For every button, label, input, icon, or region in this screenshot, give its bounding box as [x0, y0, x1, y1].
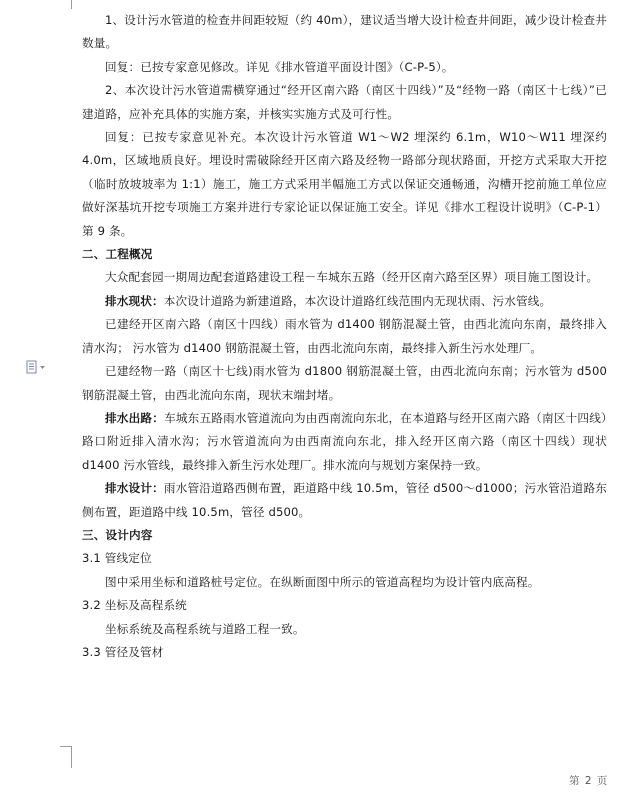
paragraph-text: 雨水管沿道路西侧布置，距道路中线 10.5m，管径 d500～d1000；污水管沿道路东侧布置，距道路中线 10.5m，管径 d500。	[82, 481, 607, 519]
body-paragraph	[82, 571, 607, 594]
paragraph-text: 三、设计内容	[82, 527, 153, 542]
paragraph-text: 坐标系统及高程系统与道路工程一致。	[105, 621, 305, 636]
paragraph-text: 已建经开区南六路（南区十四线）雨水管为 d1400 钢筋混凝土管，由西北流向东南，最终排入清水沟； 污水管为 d1400 钢筋混凝土管，由西北流向东南，最终排入新生污水处理厂。	[82, 317, 607, 355]
paragraph-text: 回复：已按专家意见修改。详见《排水管道平面设计图》（C-P-5）。	[105, 59, 454, 74]
subsection-heading	[82, 594, 607, 617]
body-paragraph	[82, 407, 607, 477]
body-paragraph	[82, 9, 607, 56]
paragraph-text: 本次设计道路为新建道路，本次设计道路红线范围内无现状雨、污水管线。	[163, 293, 552, 308]
subsection-heading	[82, 547, 607, 570]
paragraph-text: 二、工程概况	[82, 247, 153, 262]
body-paragraph	[82, 56, 607, 79]
document-body	[82, 9, 607, 664]
paragraph-label: 排水设计：	[105, 481, 164, 496]
paragraph-text: 3.3 管径及管材	[82, 644, 164, 659]
paragraph-text: 已建经物一路（南区十七线)雨水管为 d1800 钢筋混凝土管，由西北流向东南；污水管为 d500 钢筋混凝土管，由西北流向东南，现状末端封堵。	[82, 364, 607, 402]
section-heading	[82, 524, 607, 547]
paragraph-text: 3.1 管线定位	[82, 551, 152, 566]
body-paragraph	[82, 477, 607, 524]
paragraph-text: 图中采用坐标和道路桩号定位。在纵断面图中所示的管道高程均为设计管内底高程。	[105, 574, 540, 589]
paragraph-text: 3.2 坐标及高程系统	[82, 598, 187, 613]
paragraph-label: 排水现状：	[105, 293, 164, 308]
body-paragraph	[82, 618, 607, 641]
paragraph-text: 车城东五路雨水管道流向为由西南流向东北，在本道路与经开区南六路（南区十四线）路口附近排入清水沟；污水管道流向为由西南流向东北，排入经开区南六路（南区十四线）现状 d1400 污水管线，最终排入新生污水处理厂。排水流向与规划方案保持一致。	[82, 410, 607, 472]
body-paragraph	[82, 290, 607, 313]
crop-mark-top-left	[71, 0, 72, 9]
paragraph-text: 2、本次设计污水管道需横穿通过“经开区南六路（南区十四线）”及“经物一路（南区十七线）”已建道路，应补充具体的实施方案，并核实实施方式及可行性。	[82, 83, 607, 121]
body-paragraph	[82, 360, 607, 407]
paragraph-text: 大众配套园一期周边配套道路建设工程－车城东五路（经开区南六路至区界）项目施工图设计。	[105, 270, 599, 285]
section-heading	[82, 243, 607, 266]
crop-mark-bottom-left-v	[71, 746, 72, 768]
page-number: 第 2 页	[569, 775, 609, 787]
paragraph-label: 排水出路：	[105, 410, 165, 425]
paragraph-text: 回复：已按专家意见补充。本次设计污水管道 W1～W2 埋深约 6.1m，W10～W11 埋深约 4.0m，区域地质良好。埋设时需破除经开区南六路及经物一路部分现状路面，开挖方式采取大开挖（临时放坡坡率为 1:1）施工，施工方式采用半幅施工方式以保证交通畅通，沟槽开挖前施工单位应做好深基坑开挖专项施工方案并进行专家论证以保证施工安全。详见《排水工程设计说明》（C-P-1）第 9 条。	[82, 130, 607, 238]
body-paragraph	[82, 126, 607, 243]
body-paragraph	[82, 313, 607, 360]
document-paste-icon[interactable]	[26, 360, 50, 374]
body-paragraph	[82, 79, 607, 126]
subsection-heading	[82, 641, 607, 664]
body-paragraph	[82, 266, 607, 289]
paragraph-text: 1、设计污水管道的检查井间距较短（约 40m），建议适当增大设计检查井间距，减少设计检查井数量。	[82, 13, 607, 51]
